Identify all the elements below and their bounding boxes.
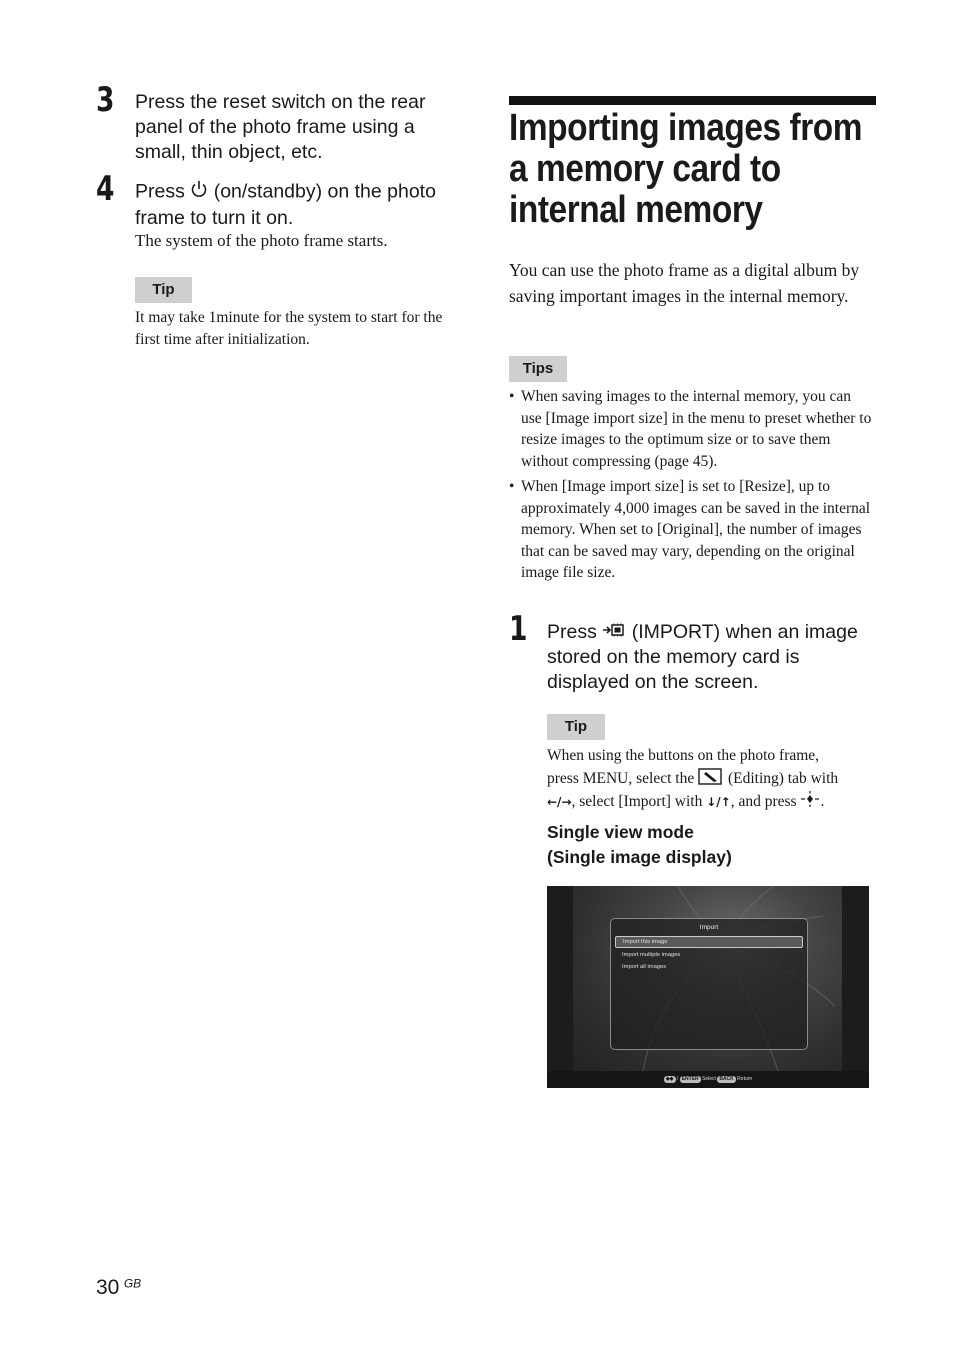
step-4-text-after: (on/standby) on the photo frame to turn it on. (135, 180, 436, 229)
import-option-all-images[interactable]: Import all images (622, 964, 667, 970)
screen-left-bar (547, 886, 573, 1071)
mode-caption (547, 820, 732, 870)
import-icon (602, 620, 626, 645)
section-title: Importing images from a memory card to internal memory (509, 107, 863, 231)
tip2-line-2a: press MENU, select the (547, 769, 695, 787)
screen-right-bar (842, 886, 869, 1071)
tips-list (509, 386, 875, 588)
tip2-line-3 (547, 791, 877, 814)
screen-illustration (547, 886, 869, 1088)
footer-return-label: Return (737, 1076, 753, 1082)
step-4-note: The system of the photo frame starts. (135, 231, 388, 250)
tip2-text (547, 745, 877, 814)
import-option-this-image[interactable]: Import this image (615, 936, 803, 948)
title-rule (509, 96, 876, 105)
dpad-icon: ◆◆ (665, 1076, 674, 1082)
enter-cross-icon (800, 791, 820, 814)
step-3-text: Press the reset switch on the rear panel of the photo frame using a small, thin object, etc. (135, 91, 426, 163)
tip2-line-2 (547, 767, 877, 792)
step-1-text (547, 620, 877, 695)
page-number: 30 (96, 1276, 120, 1299)
import-dialog-title: Import (699, 924, 719, 931)
editing-tab-icon (698, 767, 724, 792)
power-icon (190, 179, 208, 206)
import-dialog (610, 918, 808, 1050)
mode-caption-line-1: Single view mode (547, 822, 694, 842)
back-key-badge: BACK (719, 1076, 734, 1082)
footer-select-label: Select (702, 1076, 716, 1082)
tips-label: Tips (509, 356, 567, 382)
screen-footer-bar: ◆◆ / ENTER Select BACK Return (547, 1071, 869, 1088)
tips-item: • When saving images to the internal memory, you can use [Image import size] in the menu to preset whether to resize images to the optimum size or to save them without compressing (page 45). (509, 386, 875, 472)
enter-key-badge: ENTER (681, 1076, 699, 1082)
tip2-line-3c: . (820, 793, 825, 810)
tip2-label: Tip (547, 714, 605, 740)
left-right-arrows-icon: ←/→ (547, 795, 572, 809)
tip-label: Tip (135, 277, 192, 303)
tips-item: • When [Image import size] is set to [Resize], up to approximately 4,000 images can be saved in the internal memory. When set to [Original], the number of images that can be saved may vary, depending on the original image file size. (509, 476, 875, 584)
import-option-multiple-images[interactable]: Import multiple images (622, 952, 681, 958)
step-1-text-after: (IMPORT) when an image stored on the memory card is displayed on the screen. (547, 621, 858, 694)
tip2-line-3b: , and press (730, 793, 797, 810)
step-number-3: 3 (96, 80, 115, 120)
tip2-line-1: When using the buttons on the photo frame, (547, 747, 820, 764)
region-code: GB (123, 1276, 142, 1291)
tip2-line-3a: , select [Import] with (571, 793, 703, 810)
step-4-text-before: Press (135, 180, 185, 203)
down-up-arrows-icon: ↓/↑ (706, 795, 731, 809)
step-number-1: 1 (509, 609, 528, 649)
step-number-4: 4 (96, 169, 115, 209)
step-1-text-before: Press (547, 621, 597, 643)
mode-caption-line-2: (Single image display) (547, 847, 732, 867)
tip2-line-2b: (Editing) tab with (727, 769, 839, 787)
step-4-text (135, 179, 465, 231)
page-footer (96, 1276, 141, 1300)
intro-paragraph: You can use the photo frame as a digital album by saving important images in the internal memory. (509, 260, 860, 306)
tip-text: It may take 1minute for the system to start for the first time after initialization. (135, 309, 443, 348)
